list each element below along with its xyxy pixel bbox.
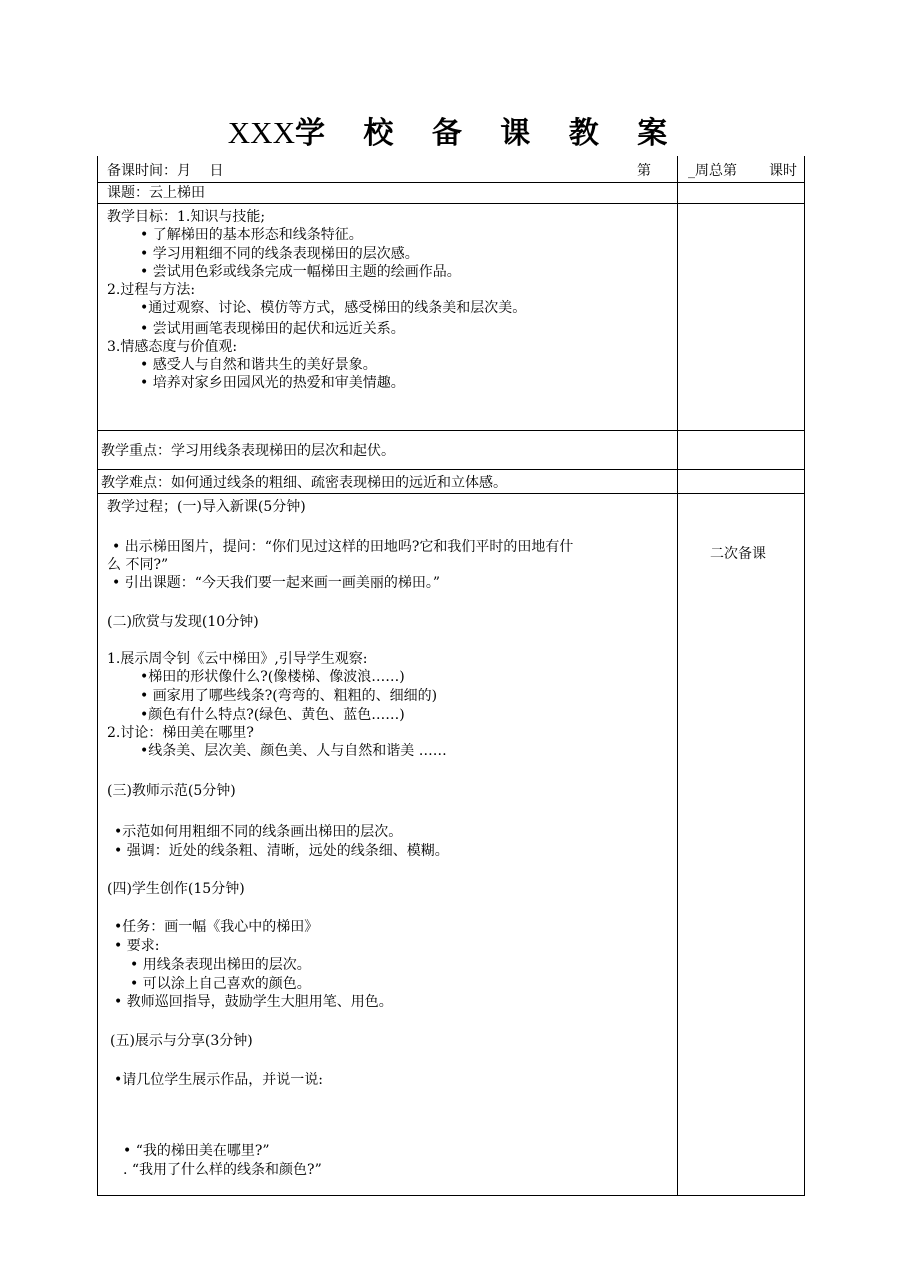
process-item: • “我的梯田美在哪里?” [123,1143,270,1159]
process-item: •线条美、层次美、颜色美、人与自然和谐美 …… [140,743,447,759]
table-column-divider [677,156,678,1196]
process-item: •任务：画一幅《我心中的梯田》 [114,919,319,935]
page-title: XXX学 校 备 课 教 案 [227,115,682,151]
process-item: • 引出课题：“今天我们要一起来画一画美丽的梯田。” [112,575,441,591]
goals-heading: 教学目标：1.知识与技能; [107,209,266,225]
goal-item: • 培养对家乡田园风光的热爱和审美情趣。 [140,375,405,391]
table-row-divider [97,182,805,183]
difficulty: 教学难点：如何通过线条的粗细、疏密表现梯田的远近和立体感。 [101,475,507,491]
goal-item: • 尝试用画笔表现梯田的起伏和远近关系。 [140,321,405,337]
process-item: • 强调：近处的线条粗、清晰，远处的线条细、模糊。 [114,843,449,859]
process-item: 2.讨论：梯田美在哪里? [107,725,254,741]
section-heading: (五)展示与分享(3分钟) [110,1033,253,1049]
goals-subheading: 2.过程与方法: [107,282,196,298]
process-item: 么 不同?” [107,557,169,573]
process-item: • 出示梯田图片，提问：“你们见过这样的田地吗?它和我们平时的田地有什 [112,539,574,555]
goal-item: • 学习用粗细不同的线条表现梯田的层次感。 [140,246,419,262]
process-item: . “我用了什么样的线条和颜色?” [123,1162,322,1178]
period-label: 课时 [769,163,797,179]
table-row-divider [97,493,805,494]
table-row-divider [97,430,805,431]
section-heading: (三)教师示范(5分钟) [107,783,236,799]
process-item: • 要求: [114,938,160,954]
goal-item: • 尝试用色彩或线条完成一幅梯田主题的绘画作品。 [140,264,461,280]
total-week-label: _周总第 [688,163,737,179]
second-prep-label: 二次备课 [710,546,766,562]
prep-time-label: 备课时间：月 日 [107,163,224,179]
table-bottom-border [97,1195,805,1196]
process-item: • 用线条表现出梯田的层次。 [130,957,311,973]
section-heading: (二)欣赏与发现(10分钟) [107,614,259,630]
process-item: •梯田的形状像什么?(像楼梯、像波浪……) [140,669,405,685]
table-row-divider [97,469,805,470]
process-heading: 教学过程；(一)导入新课(5分钟) [107,499,306,515]
goals-subheading: 3.情感态度与价值观: [107,339,238,355]
process-item: •示范如何用粗细不同的线条画出梯田的层次。 [114,824,403,840]
week-label: 第 [637,163,651,179]
goal-item: •通过观察、讨论、模仿等方式，感受梯田的线条美和层次美。 [140,300,527,316]
process-item: • 教师巡回指导，鼓励学生大胆用笔、用色。 [114,994,393,1010]
key-point: 教学重点：学习用线条表现梯田的层次和起伏。 [101,443,395,459]
table-right-border [804,156,805,1196]
process-item: •请几位学生展示作品，并说一说: [114,1072,323,1088]
table-left-border [97,156,98,1196]
process-item: •颜色有什么特点?(绿色、黄色、蓝色……) [140,707,405,723]
process-item: • 画家用了哪些线条?(弯弯的、粗粗的、细细的) [140,688,438,704]
goal-item: • 了解梯田的基本形态和线条特征。 [140,227,363,243]
table-row-divider [97,203,805,204]
section-heading: (四)学生创作(15分钟) [107,881,245,897]
lesson-topic: 课题：云上梯田 [107,185,205,201]
goal-item: • 感受人与自然和谐共生的美好景象。 [140,357,377,373]
process-item: 1.展示周令钊《云中梯田》,引导学生观察: [107,651,368,667]
process-item: • 可以涂上自己喜欢的颜色。 [130,976,311,992]
